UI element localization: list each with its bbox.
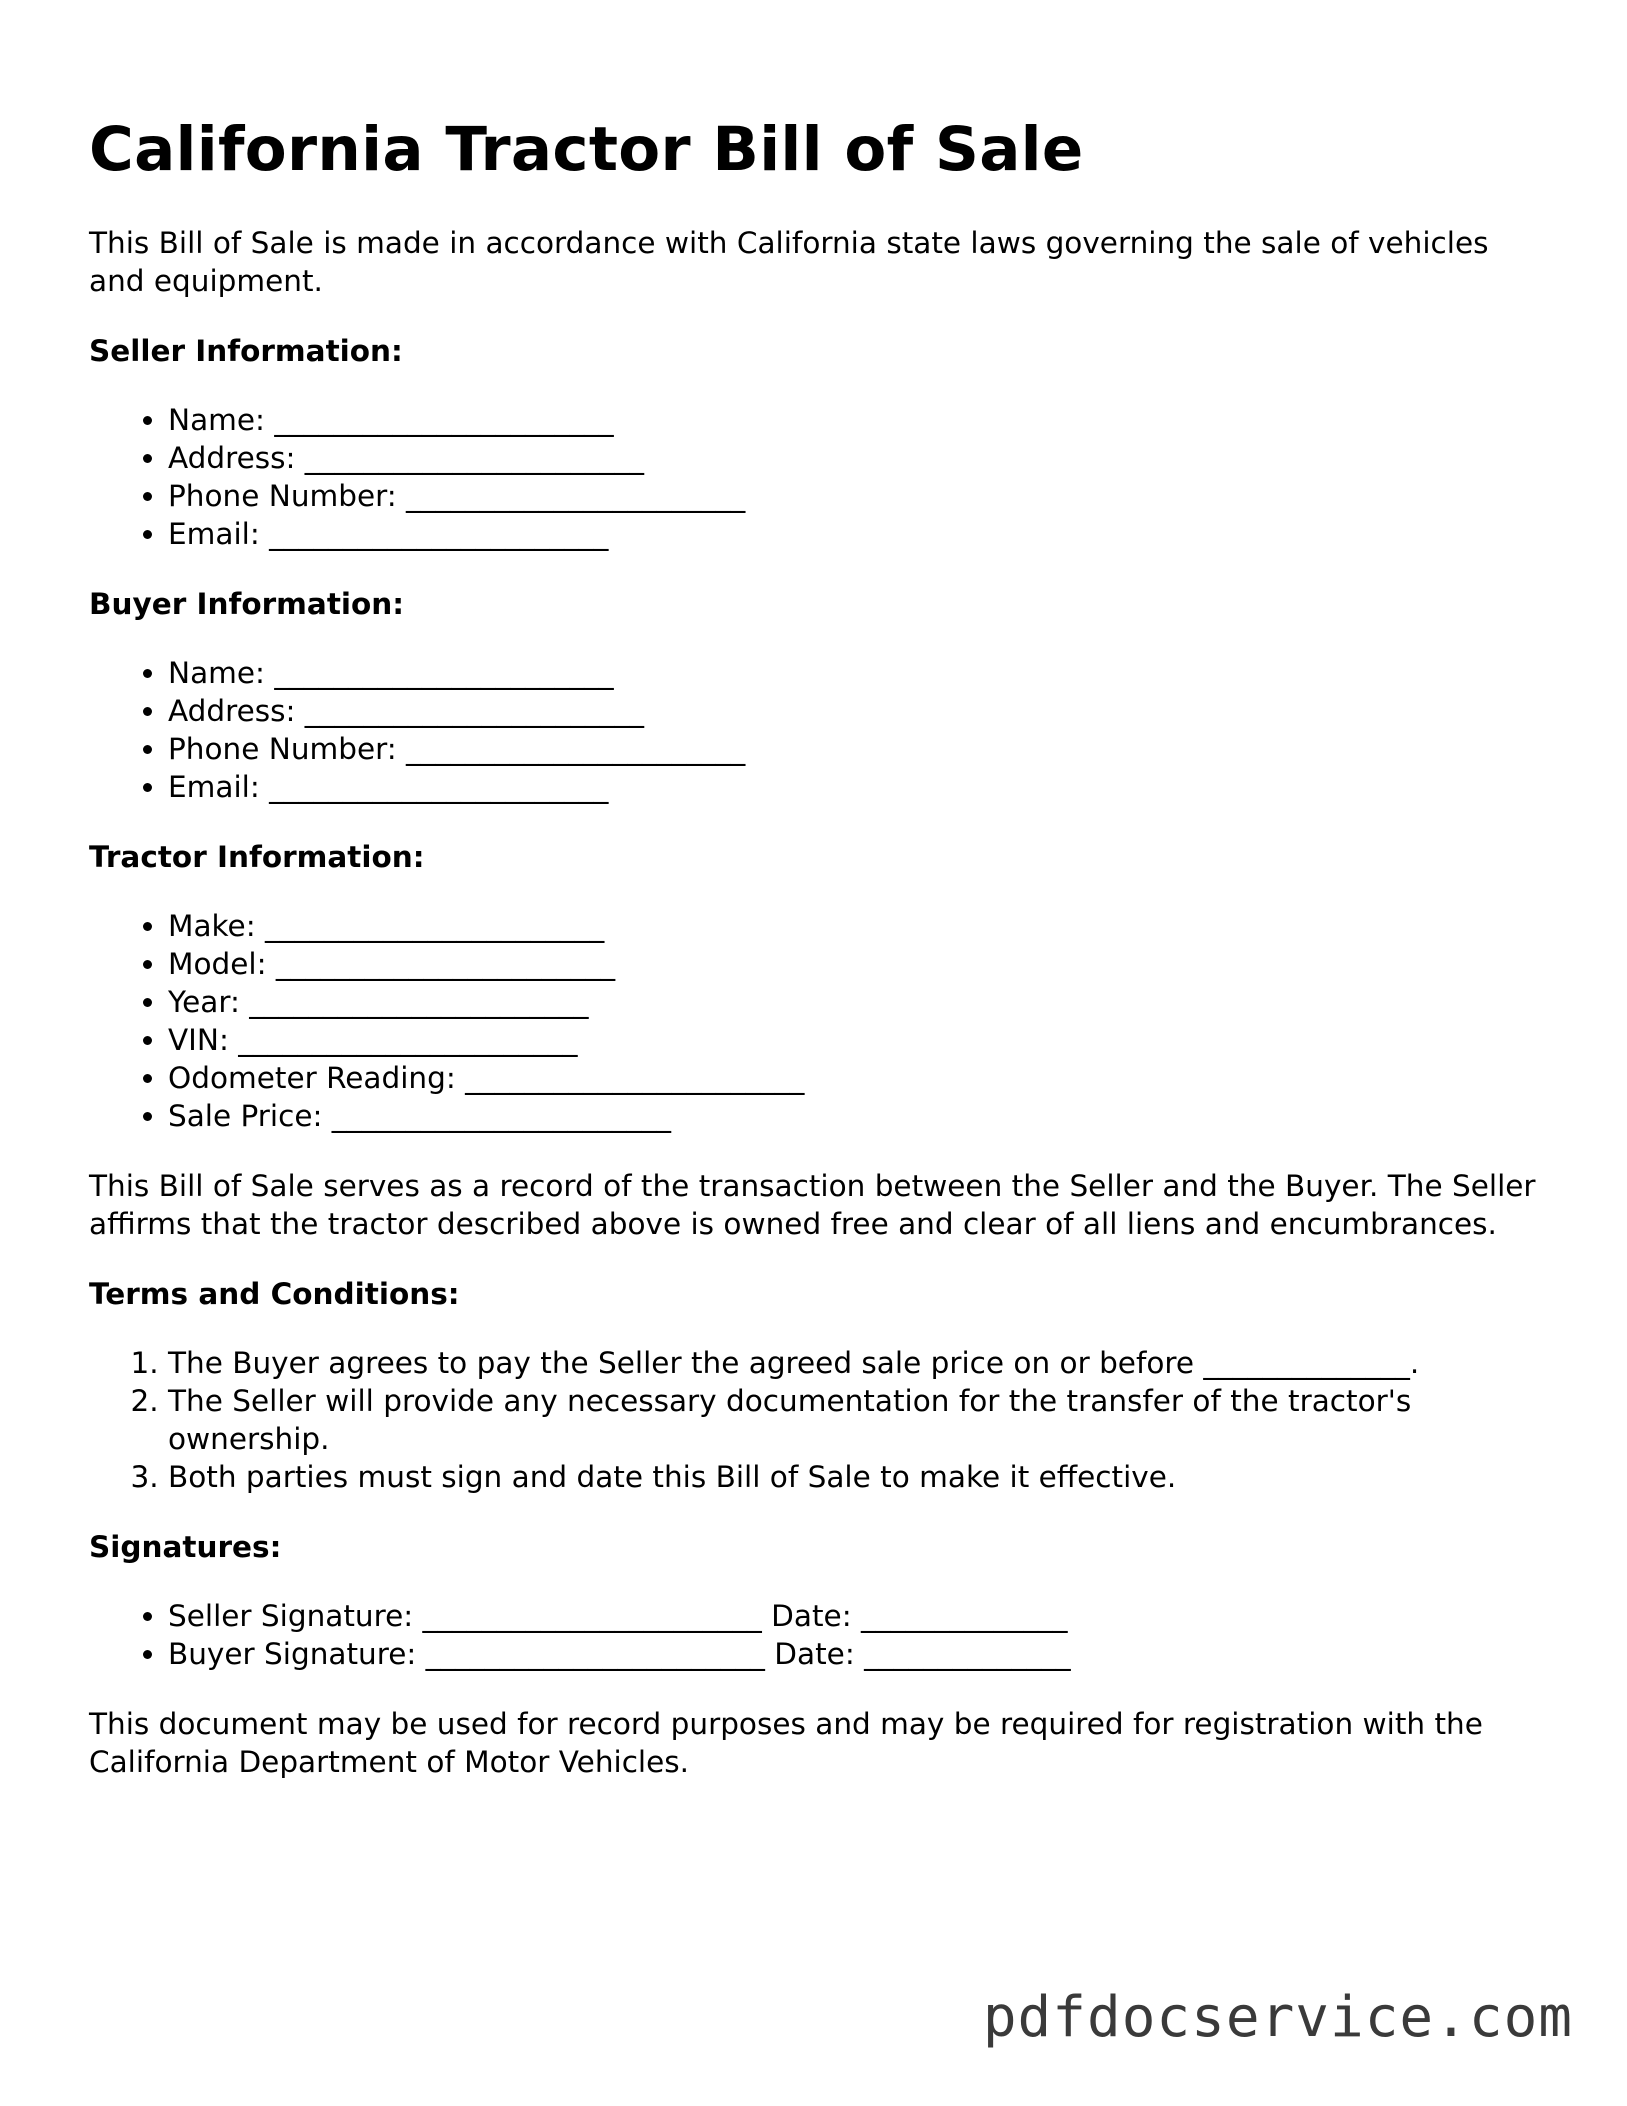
seller-signature-line: • Seller Signature: _______________________ Date: ______________ <box>168 1597 1549 1635</box>
seller-address-field: • Address: _______________________ <box>168 439 1549 477</box>
tractor-odometer-field: • Odometer Reading: _______________________ <box>168 1059 1549 1097</box>
terms-item-signing: 3. Both parties must sign and date this Bill of Sale to make it effective. <box>168 1458 1549 1496</box>
seller-fields-list <box>89 401 1549 553</box>
tractor-fields-list <box>89 907 1549 1135</box>
watermark-text: pdfdocservice.com <box>982 1985 1573 2050</box>
buyer-address-field: • Address: _______________________ <box>168 692 1549 730</box>
seller-email-field: • Email: _______________________ <box>168 515 1549 553</box>
buyer-signature-line: • Buyer Signature: _______________________ Date: ______________ <box>168 1635 1549 1673</box>
record-statement-paragraph: This Bill of Sale serves as a record of the transaction between the Seller and the Buyer. The Seller affirms that the tractor described above is owned free and clear of all liens and encumbrances. <box>89 1169 1536 1241</box>
terms-list <box>89 1344 1549 1496</box>
tractor-heading: Tractor Information: <box>89 840 425 874</box>
intro-paragraph: This Bill of Sale is made in accordance with California state laws governing the sale of vehicles and equipment. <box>89 226 1489 298</box>
buyer-name-field: • Name: _______________________ <box>168 654 1549 692</box>
seller-heading: Seller Information: <box>89 334 403 368</box>
tractor-sale-price-field: • Sale Price: _______________________ <box>168 1097 1549 1135</box>
document-title: California Tractor Bill of Sale <box>89 114 1084 185</box>
signatures-list <box>89 1597 1549 1673</box>
terms-item-payment: 1. The Buyer agrees to pay the Seller the agreed sale price on or before ______________. <box>168 1344 1549 1382</box>
document-page <box>89 112 1549 1813</box>
signatures-heading: Signatures: <box>89 1530 282 1564</box>
terms-heading: Terms and Conditions: <box>89 1277 460 1311</box>
terms-item-documentation: 2. The Seller will provide any necessary documentation for the transfer of the tractor's ownership. <box>168 1382 1549 1458</box>
tractor-year-field: • Year: _______________________ <box>168 983 1549 1021</box>
seller-name-field: • Name: _______________________ <box>168 401 1549 439</box>
tractor-vin-field: • VIN: _______________________ <box>168 1021 1549 1059</box>
buyer-heading: Buyer Information: <box>89 587 405 621</box>
tractor-model-field: • Model: _______________________ <box>168 945 1549 983</box>
buyer-phone-field: • Phone Number: _______________________ <box>168 730 1549 768</box>
buyer-fields-list <box>89 654 1549 806</box>
seller-phone-field: • Phone Number: _______________________ <box>168 477 1549 515</box>
buyer-email-field: • Email: _______________________ <box>168 768 1549 806</box>
tractor-make-field: • Make: _______________________ <box>168 907 1549 945</box>
closing-paragraph: This document may be used for record purposes and may be required for registration with the California Department of Motor Vehicles. <box>89 1707 1483 1779</box>
